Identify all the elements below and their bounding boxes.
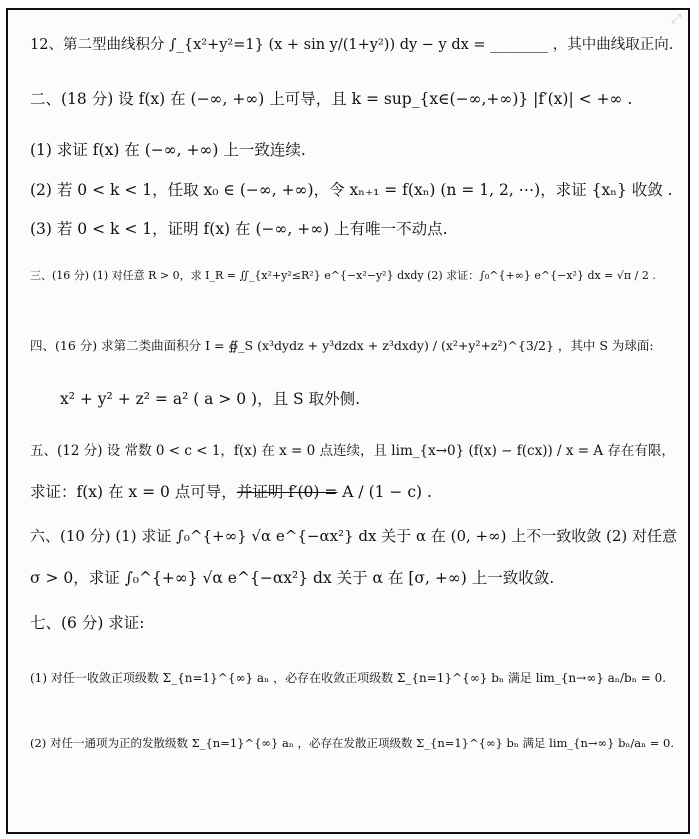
question-4-sphere: x² + y² + z² = a² ( a > 0 )，且 S 取外侧.	[60, 390, 361, 408]
problem-12: 12、第二型曲线积分 ∫_{x²+y²=1} (x + sin y/(1+y²)) dy − y dx = ________ ，其中曲线取正向.	[30, 37, 674, 53]
question-7: 七、(6 分) 求证:	[30, 614, 145, 632]
expand-icon[interactable]: ⤢	[670, 12, 682, 27]
question-7-part-1: (1) 对任一收敛正项级数 Σ_{n=1}^{∞} aₙ ，必存在收敛正项级数 Σ_{n=1}^{∞} bₙ 满足 lim_{n→∞} aₙ/bₙ = 0.	[30, 671, 667, 685]
question-2-part-2: (2) 若 0 < k < 1，任取 x₀ ∈ (−∞, +∞)，令 xₙ₊₁ = f(xₙ) (n = 1, 2, ⋯)，求证 {xₙ} 收敛 .	[30, 181, 673, 199]
question-3: 三、(16 分) (1) 对任意 R > 0，求 I_R = ∬_{x²+y²≤R²} e^{−x²−y²} dxdy (2) 求证：∫₀^{+∞} e^{−x²} dx = √π / 2 .	[30, 269, 656, 282]
question-5-claim-tail: A / (1 − c) .	[337, 483, 432, 501]
question-2-intro: 二、(18 分) 设 f(x) 在 (−∞, +∞) 上可导，且 k = sup_{x∈(−∞,+∞)} |f′(x)| < +∞ .	[30, 90, 633, 108]
question-5-claim	[30, 481, 678, 503]
exam-page	[6, 8, 690, 834]
question-4: 四、(16 分) 求第二类曲面积分 I = ∯_S (x³dydz + y³dzdx + z³dxdy) / (x²+y²+z²)^{3/2} ，其中 S 为球面:	[30, 338, 654, 353]
question-5: 五、(12 分) 设 常数 0 < c < 1，f(x) 在 x = 0 点连续，且 lim_{x→0} (f(x) − f(cx)) / x = A 存在有限，	[30, 443, 675, 459]
question-5-claim-text: 求证：f(x) 在 x = 0 点可导，	[30, 483, 237, 501]
question-6: 六、(10 分) (1) 求证 ∫₀^{+∞} √α e^{−αx²} dx 关于 α 在 (0, +∞) 上不一致收敛 (2) 对任意	[30, 527, 678, 545]
question-2-part-1: (1) 求证 f(x) 在 (−∞, +∞) 上一致连续.	[30, 141, 306, 159]
question-5-struck-text: 并证明 f′(0) =	[236, 483, 338, 501]
question-6-part-2: σ > 0，求证 ∫₀^{+∞} √α e^{−αx²} dx 关于 α 在 [σ, +∞) 上一致收敛.	[30, 569, 555, 587]
question-7-part-2: (2) 对任一通项为正的发散级数 Σ_{n=1}^{∞} aₙ ，必存在发散正项级数 Σ_{n=1}^{∞} bₙ 满足 lim_{n→∞} bₙ/aₙ = 0.	[30, 736, 675, 750]
question-2-part-3: (3) 若 0 < k < 1，证明 f(x) 在 (−∞, +∞) 上有唯一不动点.	[30, 220, 448, 238]
